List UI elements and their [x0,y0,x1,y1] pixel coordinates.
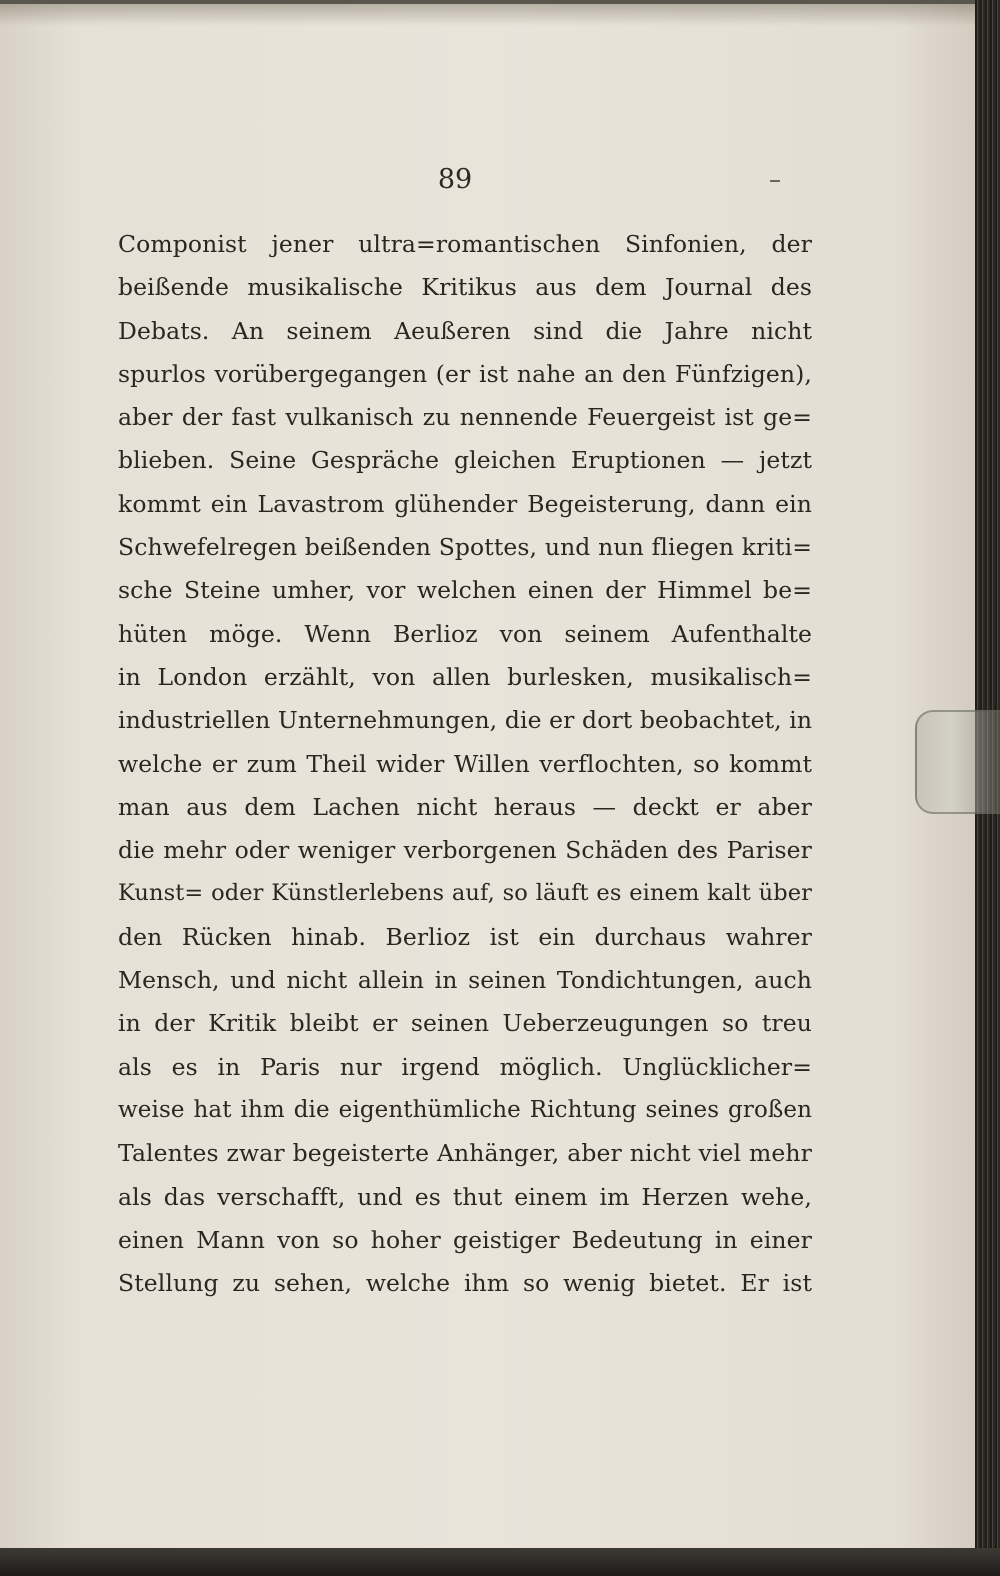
text-line: blieben. Seine Gespräche gleichen Eruptionen — jetzt [118,446,812,475]
text-line: einen Mann von so hoher geistiger Bedeutung in einer [118,1225,812,1254]
text-line: Talentes zwar begeisterte Anhänger, aber nicht viel mehr [118,1139,812,1168]
text-line: welche er zum Theil wider Willen verflochten, so kommt [118,749,812,778]
page-mark [770,180,780,182]
text-line: sche Steine umher, vor welchen einen der Himmel be= [118,576,812,605]
text-line: kommt ein Lavastrom glühender Begeisterung, dann ein [118,489,812,518]
text-line: beißende musikalische Kritikus aus dem Journal des [118,273,812,302]
page-clip [915,710,1000,814]
text-line: Kunst= oder Künstlerlebens auf, so läuft es einem kalt über [118,880,812,907]
text-line: industriellen Unternehmungen, die er dort beobachtet, in [118,706,813,735]
body-text [118,223,812,1305]
text-line: als es in Paris nur irgend möglich. Unglücklicher= [118,1052,812,1081]
text-line: man aus dem Lachen nicht heraus — deckt er aber [118,792,812,821]
text-line: in London erzählt, von allen burlesken, musikalisch= [118,662,812,691]
text-line: den Rücken hinab. Berlioz ist ein durchaus wahrer [118,922,812,951]
page-number: 89 [437,164,473,195]
text-line: Debats. An seinem Aeußeren sind die Jahre nicht [118,316,812,345]
text-line: in der Kritik bleibt er seinen Ueberzeugungen so treu [118,1009,812,1038]
text-line: Mensch, und nicht allein in seinen Tondichtungen, auch [118,966,812,995]
text-line: Componist jener ultra=romantischen Sinfonien, der [118,230,812,258]
text-line: Schwefelregen beißenden Spottes, und nun fliegen kriti= [118,533,812,562]
text-line: die mehr oder weniger verborgenen Schäden des Pariser [118,836,812,865]
text-line: spurlos vorübergegangen (er ist nahe an den Fünfzigen), [118,359,812,388]
book-bottom-edge [0,1548,1000,1576]
text-line: als das verschafft, und es thut einem im Herzen wehe, [118,1182,812,1211]
text-line: weise hat ihm die eigenthümliche Richtung seines großen [118,1096,812,1123]
text-line: aber der fast vulkanisch zu nennende Feuergeist ist ge= [118,403,812,432]
text-line: hüten möge. Wenn Berlioz von seinem Aufenthalte [118,619,812,648]
text-line: Stellung zu sehen, welche ihm so wenig bietet. Er ist [118,1269,812,1298]
